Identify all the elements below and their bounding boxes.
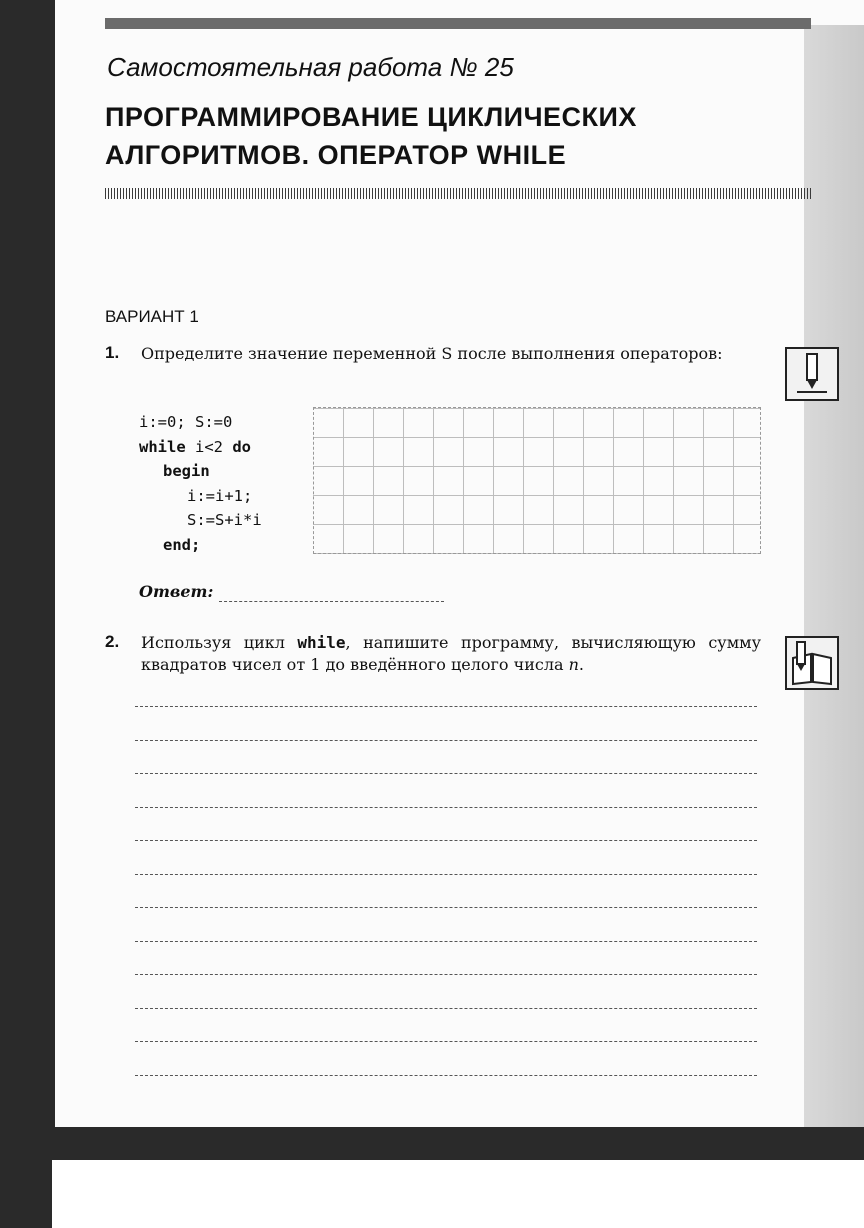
writing-lines[interactable] [135,706,757,1108]
task-2-text-part: , напишите программу, вычисляющую сумму квадратов чисел от 1 до введённого целого числа [141,633,762,674]
code-line [139,459,262,484]
code-line: S:=S+i*i [187,511,262,529]
writing-line[interactable] [135,907,757,941]
code-line: i:=0; S:=0 [139,413,233,431]
writing-line[interactable] [135,807,757,841]
task-2-variable: n [568,655,579,674]
code-line: i:=i+1; [187,486,253,505]
task-2-text-end: . [578,655,585,674]
pencil-write-icon [785,347,839,401]
writing-line[interactable] [135,1041,757,1075]
writing-line[interactable] [135,1008,757,1042]
writing-line[interactable] [135,740,757,774]
answer-field[interactable] [219,582,444,602]
code-keyword: while [139,437,186,456]
code-block [139,410,262,557]
task-1-answer [139,582,444,602]
writing-line[interactable] [135,974,757,1008]
task-2-text-part: Используя цикл [141,633,298,652]
pencil-book-icon [785,636,839,690]
writing-line[interactable] [135,1075,757,1109]
task-1-text: Определите значение переменной S после выполнения операторов: [141,344,723,363]
code-keyword: do [232,437,252,456]
writing-line[interactable] [135,706,757,740]
writing-line[interactable] [135,941,757,975]
task-2-number: 2. [105,632,120,651]
writing-line[interactable] [135,874,757,908]
code-keyword: begin [163,462,210,480]
worksheet-page [55,0,864,1127]
title-divider [105,188,811,199]
page-subtitle: Самостоятельная работа № 25 [107,52,514,82]
next-page [52,1160,864,1228]
page-title: ПРОГРАММИРОВАНИЕ ЦИКЛИЧЕСКИХ АЛГОРИТМОВ. ОПЕРАТОР WHILE [105,102,637,170]
code-condition: i<2 [185,437,233,456]
writing-line[interactable] [135,773,757,807]
task-2-keyword: while [297,633,346,652]
code-line [139,435,262,460]
header-bar [105,18,811,29]
writing-line[interactable] [135,840,757,874]
answer-label: Ответ: [139,582,214,601]
page-margin-shadow [804,25,864,1127]
task-2-text [141,632,761,676]
variant-label: ВАРИАНТ 1 [105,307,199,326]
code-line [139,533,262,558]
code-keyword: end; [163,535,201,554]
task-1-number: 1. [105,343,120,362]
answer-grid[interactable] [313,407,761,554]
